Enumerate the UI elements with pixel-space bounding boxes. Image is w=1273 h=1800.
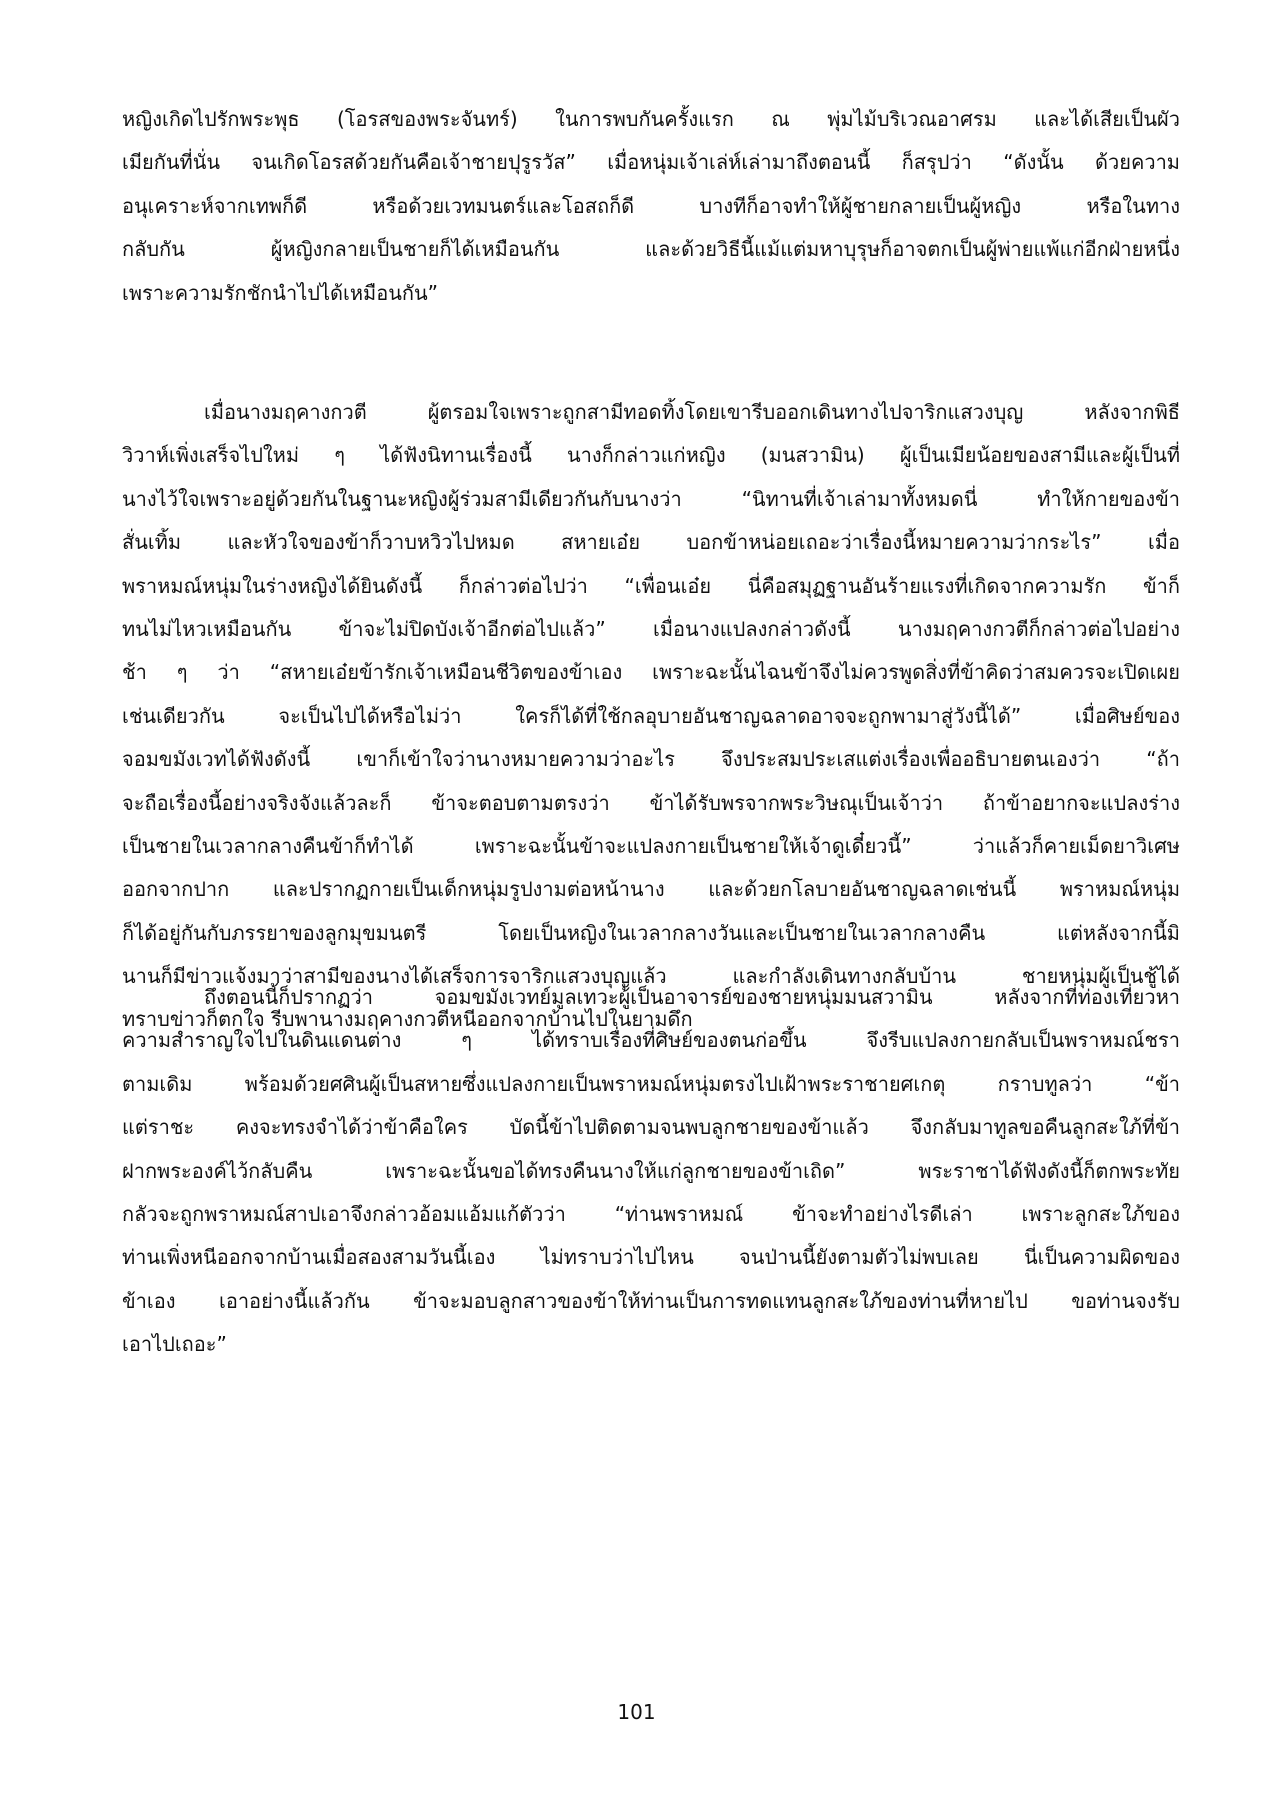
text-line: ความสำราญใจไปในดินแดนต่าง ๆ ได้ทราบเรื่องที่ศิษย์ของตนก่อขึ้น จึงรีบแปลงกายกลับเป็นพราหมณ์ชรา <box>122 1028 1180 1053</box>
text-line: เอาไปเถอะ” <box>122 1332 227 1357</box>
text-line: ออกจากปาก และปรากฏกายเป็นเด็กหนุ่มรูปงามต่อหน้านาง และด้วยกโลบายอันชาญฉลาดเช่นนี้ พราหมณ์หนุ่ม <box>122 877 1180 902</box>
text-line: ก็ได้อยู่กันกับภรรยาของลูกมุขมนตรี โดยเป็นหญิงในเวลากลางวันและเป็นชายในเวลากลางคืน แต่หลังจากนี้มิ <box>122 920 1180 945</box>
text-line: เมื่อนางมฤคางกวตี ผู้ตรอมใจเพราะถูกสามีทอดทิ้งโดยเขารีบออกเดินทางไปจาริกแสวงบุญ หลังจากพิธี <box>204 400 1180 424</box>
text-line: เมียกันที่นั่น จนเกิดโอรสด้วยกันคือเจ้าชายปุรูรวัส” เมื่อหนุ่มเจ้าเล่ห์เล่ามาถึงตอนนี้ ก็สรุปว่า “ดังนั้น ด้วยความ <box>122 150 1180 175</box>
text-line: จะถือเรื่องนี้อย่างจริงจังแล้วละก็ ข้าจะตอบตามตรงว่า ข้าได้รับพรจากพระวิษณุเป็นเจ้าว่า ถ้าข้าอยากจะแปลงร่าง <box>122 790 1180 815</box>
paragraph-1 <box>122 98 1180 315</box>
text-line: สั่นเทิ้ม และหัวใจของข้าก็วาบหวิวไปหมด สหายเอ๋ย บอกข้าหน่อยเถอะว่าเรื่องนี้หมายความว่ากระไร” เมื่อ <box>122 530 1180 555</box>
text-line: พราหมณ์หนุ่มในร่างหญิงได้ยินดังนี้ ก็กล่าวต่อไปว่า “เพื่อนเอ๋ย นี่คือสมุฏฐานอันร้ายแรงที่เกิดจากความรัก ข้าก็ <box>122 573 1180 598</box>
text-line: หญิงเกิดไปรักพระพุธ (โอรสของพระจันทร์) ในการพบกันครั้งแรก ณ พุ่มไม้บริเวณอาศรม และได้เสียเป็นผัว <box>122 107 1180 131</box>
text-line: กลับกัน ผู้หญิงกลายเป็นชายก็ได้เหมือนกัน และด้วยวิธีนี้แม้แต่มหาบุรุษก็อาจตกเป็นผู้พ่ายแพ้แก่อีกฝ่ายหนึ่ง <box>122 237 1180 262</box>
text-line: เช่นเดียวกัน จะเป็นไปได้หรือไม่ว่า ใครก็ได้ที่ใช้กลอุบายอันชาญฉลาดอาจจะถูกพามาสู่วังนี้ได้” เมื่อศิษย์ของ <box>122 703 1180 728</box>
text-line: ข้าเอง เอาอย่างนี้แล้วกัน ข้าจะมอบลูกสาวของข้าให้ท่านเป็นการทดแทนลูกสะใภ้ของท่านที่หายไป ขอท่านจงรับ <box>122 1288 1180 1313</box>
text-line: นางไว้ใจเพราะอยู่ด้วยกันในฐานะหญิงผู้ร่วมสามีเดียวกันกับนางว่า “นิทานที่เจ้าเล่ามาทั้งหมดนี่ ทำให้กายของข้า <box>122 486 1180 511</box>
text-line: เป็นชายในเวลากลางคืนข้าก็ทำได้ เพราะฉะนั้นข้าจะแปลงกายเป็นชายให้เจ้าดูเดี๋ยวนี้” ว่าแล้วก็คายเม็ดยาวิเศษ <box>122 833 1180 858</box>
text-line: ทนไม่ไหวเหมือนกัน ข้าจะไม่ปิดบังเจ้าอีกต่อไปแล้ว” เมื่อนางแปลงกล่าวดังนี้ นางมฤคางกวตีก็กล่าวต่อไปอย่าง <box>122 616 1180 641</box>
text-line: เพราะความรักชักนำไปได้เหมือนกัน” <box>122 280 439 305</box>
text-line: อนุเคราะห์จากเทพก็ดี หรือด้วยเวทมนตร์และโอสถก็ดี บางทีก็อาจทำให้ผู้ชายกลายเป็นผู้หญิง หรือในทาง <box>122 193 1180 218</box>
text-line: ช้า ๆ ว่า “สหายเอ๋ยข้ารักเจ้าเหมือนชีวิตของข้าเอง เพราะฉะนั้นไฉนข้าจึงไม่ควรพูดสิ่งที่ข้าคิดว่าสมควรจะเปิดเผย <box>122 660 1180 685</box>
text-line: ตามเดิม พร้อมด้วยศศินผู้เป็นสหายซึ่งแปลงกายเป็นพราหมณ์หนุ่มตรงไปเฝ้าพระราชายศเกตุ กราบทูลว่า “ข้า <box>122 1071 1180 1096</box>
text-line: กลัวจะถูกพราหมณ์สาปเอาจึงกล่าวอ้อมแอ้มแก้ตัวว่า “ท่านพราหมณ์ ข้าจะทำอย่างไรดีเล่า เพราะลูกสะใภ้ของ <box>122 1201 1180 1226</box>
text-line: ฝากพระองค์ไว้กลับคืน เพราะฉะนั้นขอได้ทรงคืนนางให้แก่ลูกชายของข้าเถิด” พระราชาได้ฟังดังนี้ก็ตกพระทัย <box>122 1158 1180 1183</box>
text-line: นานก็มีข่าวแจ้งมาว่าสามีของนางได้เสร็จการจาริกแสวงบุญแล้ว และกำลังเดินทางกลับบ้าน ชายหนุ่มผู้เป็นชู้ได้ <box>122 964 1180 989</box>
text-line: จอมขมังเวทได้ฟังดังนี้ เขาก็เข้าใจว่านางหมายความว่าอะไร จึงประสมประเสแต่งเรื่องเพื่ออธิบายตนเองว่า “ถ้า <box>122 747 1180 772</box>
text-line: วิวาห์เพิ่งเสร็จไปใหม่ ๆ ได้ฟังนิทานเรื่องนี้ นางก็กล่าวแก่หญิง (มนสวามิน) ผู้เป็นเมียน้อยของสามีและผู้เป็นที่ <box>122 443 1180 468</box>
paragraph-2 <box>122 391 1180 1042</box>
text-line: แต่ราชะ คงจะทรงจำได้ว่าข้าคือใคร บัดนี้ข้าไปติดตามจนพบลูกชายของข้าแล้ว จึงกลับมาทูลขอคืนลูกสะใภ้ที่ข้า <box>122 1115 1180 1140</box>
text-line: ถึงตอนนี้ก็ปรากฏว่า จอมขมังเวทย์มูลเทวะผู้เป็นอาจารย์ของชายหนุ่มมนสวามิน หลังจากที่ท่องเที่ยวหา <box>204 985 1180 1009</box>
text-line: ทราบข่าวก็ตกใจ รีบพานางมฤคางกวตีหนีออกจากบ้านไปในยามดึก <box>122 1007 693 1032</box>
text-line: ท่านเพิ่งหนีออกจากบ้านเมื่อสองสามวันนี้เอง ไม่ทราบว่าไปไหน จนป่านนี้ยังตามตัวไม่พบเลย นี่เป็นความผิดของ <box>122 1245 1180 1270</box>
page-number: 101 <box>617 1700 656 1724</box>
paragraph-3 <box>122 976 1180 1367</box>
